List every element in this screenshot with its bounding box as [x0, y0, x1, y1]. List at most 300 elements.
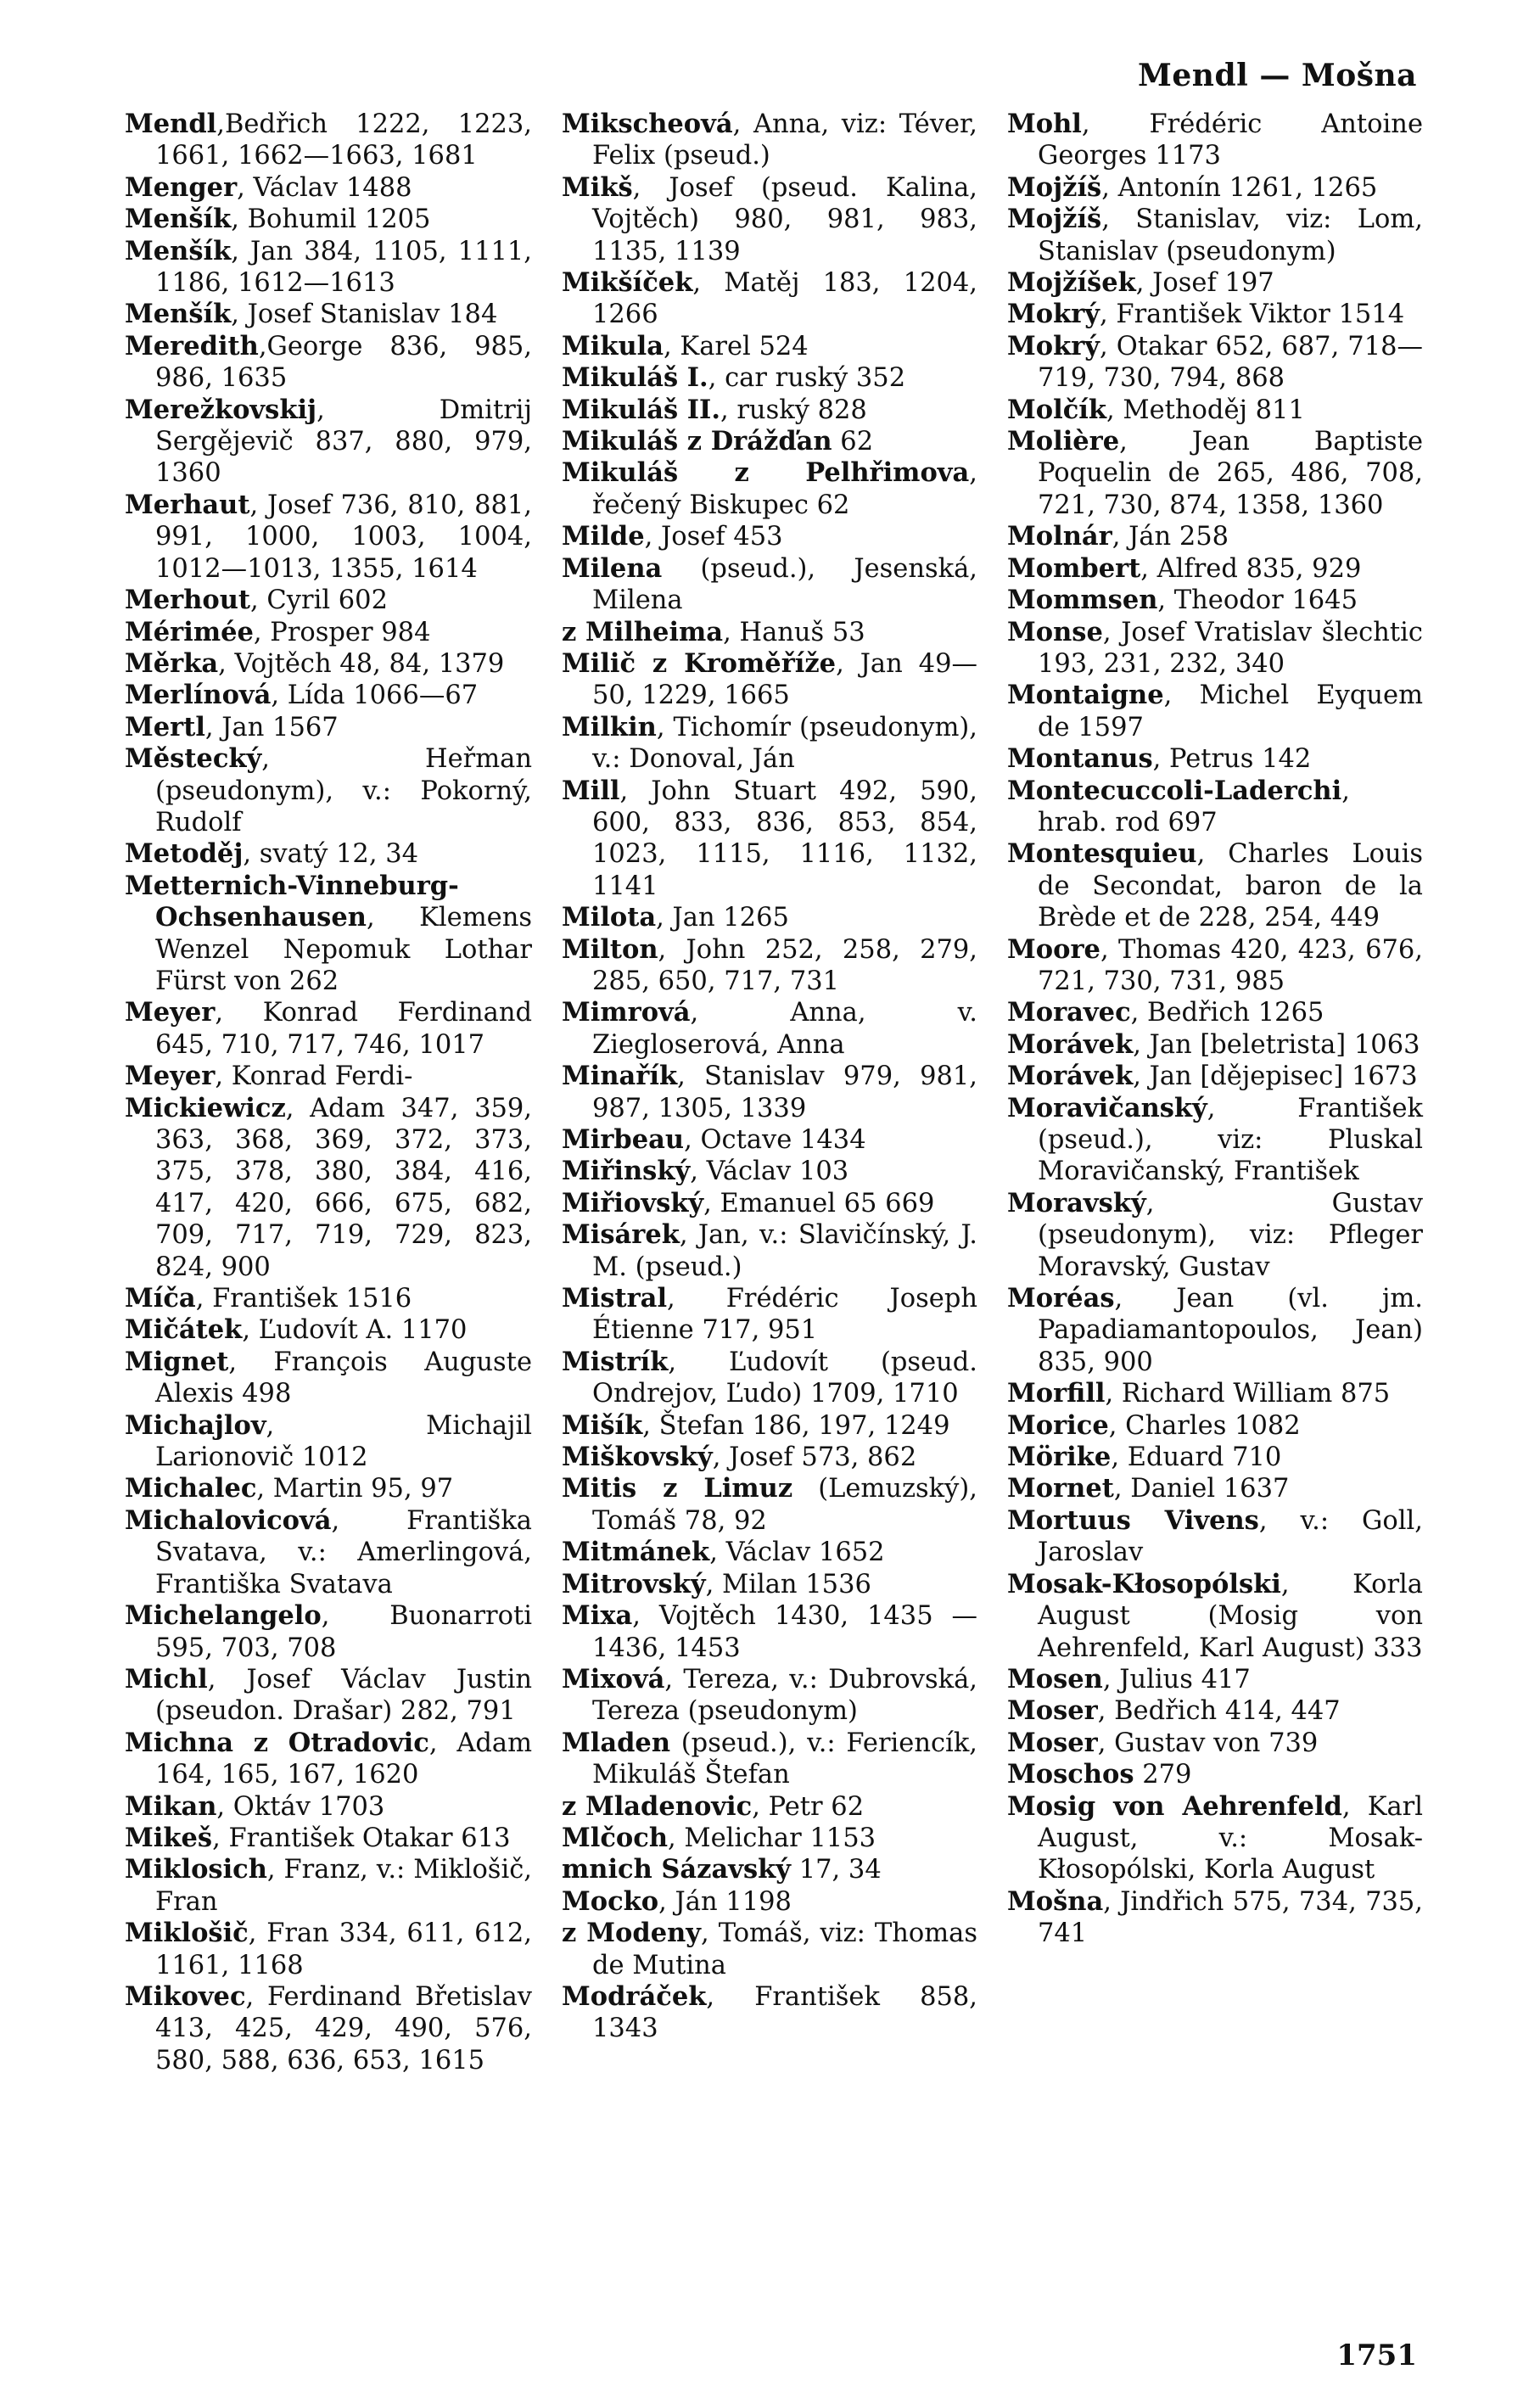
entry-name: Měrka	[125, 647, 219, 679]
entry-name: Mikula	[562, 330, 664, 361]
entry-references: , Josef Stanislav 184	[231, 300, 498, 330]
entry-name: Mixová	[562, 1663, 665, 1694]
index-column-2	[562, 109, 977, 2045]
entry-references: , Stanislav, viz: Lom, Stanislav (pseudonym)	[1038, 204, 1423, 266]
entry-name: Mosig von Aehrenfeld	[1007, 1790, 1342, 1822]
index-entry	[562, 1918, 977, 1981]
index-entry	[562, 1886, 977, 1918]
entry-name: Metternich-Vinneburg-Ochsenhausen	[125, 870, 459, 933]
entry-references: , Ľudovít A. 1170	[242, 1315, 468, 1346]
index-entry	[125, 1854, 532, 1918]
entry-references: , Jean Baptiste Poquelin de 265, 486, 708, 721, 730, 874, 1358, 1360	[1038, 427, 1423, 520]
entry-name: Misárek	[562, 1219, 680, 1251]
entry-name: Mombert	[1007, 552, 1141, 584]
index-entry	[562, 1124, 977, 1156]
entry-references: , Václav 103	[690, 1157, 849, 1187]
entry-references: , Fran 334, 611, 612, 1161, 1168	[155, 1918, 532, 1980]
index-entry	[1007, 1283, 1423, 1378]
entry-name: Montaigne	[1007, 680, 1164, 711]
index-entry	[125, 204, 532, 235]
entry-references: , Josef Vratislav šlechtic 193, 231, 232, 340	[1038, 617, 1423, 679]
entry-name: Molčík	[1007, 394, 1106, 425]
entry-references: , Michajil Larionovič 1012	[155, 1410, 532, 1473]
index-entry	[1007, 172, 1423, 204]
index-entry	[562, 521, 977, 552]
index-entry	[125, 395, 532, 490]
entry-name: Menšík	[125, 235, 232, 266]
entry-references: , Methoděj 811	[1106, 395, 1305, 425]
entry-references: , Adam 347, 359, 363, 368, 369, 372, 373, 375, 378, 380, 384, 416, 417, 420, 666, 675, 682, 709, 717, 719, 729, 823, 824, 900	[155, 1093, 532, 1282]
entry-references: , Martin 95, 97	[256, 1474, 454, 1504]
index-entry	[562, 395, 977, 426]
index-entry	[125, 1473, 532, 1504]
index-entry	[562, 902, 977, 933]
entry-references: , Frédéric Joseph Étienne 717, 951	[592, 1284, 977, 1346]
entry-references: , Jan [beletrista] 1063	[1133, 1029, 1420, 1060]
index-entry	[1007, 1759, 1423, 1790]
entry-references: , Prosper 984	[253, 617, 431, 647]
entry-name: Mosak-Kłosopólski	[1007, 1568, 1281, 1599]
entry-references: , Milan 1536	[705, 1569, 871, 1599]
entry-references: , František Viktor 1514	[1100, 300, 1405, 330]
entry-references: , Hanuš 53	[723, 617, 865, 647]
entry-references: , Františka Svatava, v.: Amerlingová, Františka Svatava	[155, 1505, 532, 1599]
index-entry	[1007, 553, 1423, 585]
entry-name: Morice	[1007, 1409, 1109, 1441]
index-entry	[1007, 299, 1423, 330]
entry-references: , hrab. rod 697	[1038, 776, 1350, 837]
entry-name: Miklošič	[125, 1918, 249, 1949]
index-entry	[1007, 585, 1423, 616]
index-entry	[562, 1791, 977, 1823]
entry-references: , Vojtěch 48, 84, 1379	[218, 648, 505, 679]
entry-name: Mocko	[562, 1885, 659, 1917]
entry-references: , Jindřich 575, 734, 735, 741	[1038, 1886, 1423, 1949]
entry-name: z Mladenovic	[562, 1790, 753, 1822]
entry-references: 279	[1134, 1760, 1192, 1790]
entry-name: Moser	[1007, 1727, 1098, 1758]
entry-references: , Petrus 142	[1152, 744, 1312, 775]
index-entry	[125, 1314, 532, 1346]
entry-name: Mitis z Limuz	[562, 1473, 793, 1504]
entry-name: Menšík	[125, 204, 232, 235]
entry-references: , Jan 49—50, 1229, 1665	[592, 648, 977, 711]
entry-name: Moravský	[1007, 1187, 1146, 1218]
entry-name: Menger	[125, 171, 238, 203]
entry-name: Mistrík	[562, 1346, 669, 1377]
index-entry	[1007, 521, 1423, 552]
entry-name: Mikuláš I.	[562, 362, 708, 394]
entry-references: , Matěj 183, 1204, 1266	[592, 268, 977, 330]
index-entry	[562, 267, 977, 331]
entry-name: Molière	[1007, 426, 1120, 457]
entry-references: , Josef 736, 810, 881, 991, 1000, 1003, 1004, 1012—1013, 1355, 1614	[155, 490, 532, 584]
entry-name: Mojžíš	[1007, 204, 1102, 235]
index-entry	[1007, 426, 1423, 521]
entry-name: Merežkovskij	[125, 394, 317, 425]
entry-references: , Josef 573, 862	[712, 1442, 917, 1473]
entry-name: Moravičanský	[1007, 1092, 1207, 1123]
entry-references: , Adam 164, 165, 167, 1620	[155, 1728, 532, 1790]
index-entry	[125, 712, 532, 743]
index-entry	[562, 1728, 977, 1791]
entry-references: , Emanuel 65 669	[703, 1188, 935, 1218]
index-entry	[562, 997, 977, 1061]
entry-name: Mommsen	[1007, 585, 1158, 616]
entry-references: , Ferdinand Břetislav 413, 425, 429, 490, 576, 580, 588, 636, 653, 1615	[155, 1981, 532, 2075]
entry-name: Michalovicová	[125, 1504, 332, 1536]
entry-name: Mörike	[1007, 1442, 1112, 1473]
entry-name: Meyer	[125, 1061, 216, 1092]
entry-name: Moore	[1007, 933, 1100, 965]
entry-name: Mišík	[562, 1409, 643, 1441]
index-entry	[125, 838, 532, 870]
entry-references: , Stanislav 979, 981, 987, 1305, 1339	[592, 1061, 977, 1123]
index-entry	[125, 1505, 532, 1600]
entry-name: Mohl	[1007, 109, 1082, 139]
entry-references: , Klemens Wenzel Nepomuk Lothar Fürst von 262	[155, 903, 532, 996]
index-entry	[562, 776, 977, 903]
entry-references: , Gustav von 739	[1097, 1728, 1319, 1758]
entry-name: Monse	[1007, 616, 1103, 647]
entry-references: , Cyril 602	[250, 585, 388, 616]
index-entry	[125, 1918, 532, 1981]
entry-name: Morfill	[1007, 1378, 1106, 1409]
entry-references: , Anna, v. Ziegloserová, Anna	[592, 998, 977, 1060]
entry-name: Moschos	[1007, 1759, 1134, 1790]
entry-references: , John 252, 258, 279, 285, 650, 717, 731	[592, 934, 977, 996]
index-entry	[1007, 1473, 1423, 1504]
entry-name: Montanus	[1007, 743, 1153, 775]
entry-references: 62	[832, 427, 874, 457]
index-entry	[562, 648, 977, 712]
index-entry	[125, 617, 532, 648]
entry-name: Mikovec	[125, 1980, 246, 2012]
index-entry	[125, 1600, 532, 1664]
entry-references: , Štefan 186, 197, 1249	[642, 1410, 950, 1441]
index-entry	[562, 109, 977, 172]
entry-references: , Ján 258	[1112, 522, 1229, 552]
entry-name: Mikšíček	[562, 267, 693, 299]
entry-references: , Buonarroti 595, 703, 708	[155, 1601, 532, 1663]
index-entry	[125, 585, 532, 616]
entry-name: Miřiovský	[562, 1187, 704, 1218]
entry-references: , François Auguste Alexis 498	[155, 1347, 532, 1409]
entry-references: , Karl August, v.: Mosak-Kłosopólski, Korla August	[1038, 1791, 1424, 1885]
entry-references: , Octave 1434	[684, 1125, 866, 1155]
entry-name: Mlčoch	[562, 1822, 669, 1853]
entry-references: , Julius 417	[1102, 1664, 1251, 1694]
index-entry	[562, 1410, 977, 1442]
entry-references: ,George 836, 985, 986, 1635	[155, 331, 532, 394]
entry-references: , Karel 524	[664, 331, 809, 361]
entry-references: , Alfred 835, 929	[1140, 553, 1362, 584]
entry-name: Mérimée	[125, 616, 254, 647]
index-entry	[1007, 1728, 1423, 1759]
entry-name: Merlínová	[125, 680, 272, 711]
entry-references: , Dmitrij Sergějevič 837, 880, 979, 1360	[155, 395, 532, 489]
entry-name: Miškovský	[562, 1442, 713, 1473]
index-entry	[562, 934, 977, 998]
entry-references: , Konrad Ferdi-	[215, 1061, 413, 1092]
index-entry	[562, 1600, 977, 1664]
index-entry	[562, 1188, 977, 1219]
index-entry	[1007, 934, 1423, 998]
index-entry	[562, 1156, 977, 1187]
index-column-3	[1007, 109, 1423, 1950]
index-entry	[1007, 997, 1423, 1028]
index-entry	[125, 1823, 532, 1854]
index-entry	[125, 1347, 532, 1410]
entry-references: (pseud.), Jesenská, Milena	[592, 553, 977, 616]
entry-name: Montecuccoli-Laderchi	[1007, 775, 1342, 806]
index-entry	[1007, 776, 1423, 839]
entry-references: , Melichar 1153	[668, 1823, 876, 1853]
entry-references: , svatý 12, 34	[243, 839, 419, 870]
entry-name: Mikscheová	[562, 109, 733, 139]
entry-name: Meredith	[125, 330, 259, 361]
entry-name: Milena	[562, 552, 663, 584]
index-entry	[125, 1283, 532, 1314]
entry-references: , František 1516	[195, 1284, 412, 1314]
entry-references: , Jan 1567	[204, 712, 339, 742]
entry-references: , Tichomír (pseudonym), v.: Donoval, Ján	[592, 712, 977, 775]
entry-name: Michelangelo	[125, 1600, 322, 1632]
index-entry	[1007, 395, 1423, 426]
entry-name: Mikan	[125, 1790, 217, 1822]
index-entry	[1007, 1188, 1423, 1283]
entry-name: Mikuláš II.	[562, 394, 720, 425]
entry-references: , Josef (pseud. Kalina, Vojtěch) 980, 981, 983, 1135, 1139	[592, 172, 977, 266]
entry-name: Míča	[125, 1283, 196, 1314]
index-entry	[562, 1283, 977, 1347]
entry-name: Milota	[562, 902, 657, 933]
index-entry	[125, 236, 532, 300]
entry-references: , Anna, viz: Téver, Felix (pseud.)	[592, 109, 977, 171]
entry-references: , Ľudovít (pseud. Ondrejov, Ľudo) 1709, 1710	[592, 1347, 977, 1409]
entry-name: Mirbeau	[562, 1124, 685, 1155]
entry-name: Milič z Kroměříže	[562, 647, 837, 679]
entry-references: , Antonín 1261, 1265	[1101, 172, 1378, 203]
entry-name: mnich Sázavský	[562, 1854, 792, 1885]
entry-name: Mladen	[562, 1727, 671, 1758]
index-entry	[125, 997, 532, 1061]
entry-name: Metoděj	[125, 838, 244, 870]
entry-references: , v.: Goll, Jaroslav	[1038, 1505, 1423, 1568]
entry-name: Mojžíš	[1007, 171, 1102, 203]
entry-references: , Tomáš, viz: Thomas de Mutina	[592, 1918, 977, 1980]
entry-name: Mignet	[125, 1346, 229, 1377]
index-entry	[1007, 1664, 1423, 1695]
entry-references: , Bedřich 414, 447	[1097, 1696, 1341, 1727]
entry-references: , Václav 1488	[237, 172, 412, 203]
entry-references: , Otakar 652, 687, 718—719, 730, 794, 868	[1038, 331, 1423, 394]
index-entry	[1007, 1505, 1423, 1569]
entry-name: Merhout	[125, 585, 251, 616]
index-entry	[562, 1347, 977, 1410]
entry-references: , Vojtěch 1430, 1435 —1436, 1453	[592, 1601, 977, 1663]
index-entry	[125, 299, 532, 330]
index-entry	[562, 712, 977, 776]
entry-references: , Ján 1198	[658, 1886, 792, 1917]
entry-name: Molnár	[1007, 521, 1112, 552]
index-column-1	[125, 109, 532, 2076]
entry-references: , Charles Louis de Secondat, baron de la Brède et de 228, 254, 449	[1038, 839, 1423, 933]
entry-references: , Korla August (Mosig von Aehrenfeld, Karl August) 333	[1038, 1569, 1423, 1663]
index-entry	[1007, 1378, 1423, 1409]
running-header: Mendl — Mošna	[1138, 58, 1417, 93]
entry-references: , Charles 1082	[1108, 1410, 1301, 1441]
index-entry	[1007, 1886, 1423, 1950]
entry-name: Mikuláš z Drážďan	[562, 426, 832, 457]
entry-references: (pseud.), v.: Feriencík, Mikuláš Štefan	[592, 1728, 977, 1790]
entry-name: Mikuláš z Pelhřimova	[562, 457, 970, 489]
index-entry	[1007, 109, 1423, 172]
index-entry	[125, 1061, 532, 1092]
entry-references: , Michel Eyquem de 1597	[1038, 681, 1423, 742]
index-entry	[125, 871, 532, 998]
entry-name: z Modeny	[562, 1918, 701, 1949]
index-entry	[562, 172, 977, 267]
entry-name: Městecký	[125, 743, 262, 775]
entry-references: , Josef Václav Justin (pseudon. Drašar) 282, 791	[155, 1664, 532, 1727]
index-entry	[562, 1061, 977, 1124]
entry-name: Mistral	[562, 1283, 668, 1314]
entry-references: , Tereza, v.: Dubrovská, Tereza (pseudonym)	[592, 1664, 977, 1727]
entry-name: Miřinský	[562, 1156, 691, 1187]
entry-name: Modráček	[562, 1980, 707, 2012]
index-entry	[1007, 680, 1423, 743]
entry-references: , řečený Biskupec 62	[592, 458, 977, 520]
entry-name: Mendl	[125, 109, 217, 139]
index-entry	[125, 743, 532, 838]
entry-name: Mitmánek	[562, 1537, 710, 1568]
entry-references: , car ruský 352	[708, 363, 906, 394]
index-entry	[1007, 1791, 1423, 1886]
entry-name: Moser	[1007, 1695, 1098, 1727]
index-entry	[1007, 204, 1423, 267]
index-entry	[562, 1473, 977, 1537]
entry-name: Mokrý	[1007, 330, 1100, 361]
entry-references: , Thomas 420, 423, 676, 721, 730, 731, 985	[1038, 934, 1423, 996]
entry-references: , František (pseud.), viz: Pluskal Moravičanský, František	[1038, 1093, 1423, 1187]
entry-name: Mojžíšek	[1007, 267, 1136, 299]
entry-name: Michajlov	[125, 1409, 266, 1441]
entry-name: Morávek	[1007, 1061, 1134, 1092]
entry-name: Mornet	[1007, 1473, 1114, 1504]
index-entry	[125, 172, 532, 204]
entry-name: Mimrová	[562, 997, 691, 1028]
index-entry	[562, 426, 977, 457]
entry-name: Merhaut	[125, 489, 250, 520]
entry-name: Milde	[562, 521, 645, 552]
entry-references: , ruský 828	[720, 395, 867, 425]
index-entry	[125, 109, 532, 172]
entry-name: Mortuus Vivens	[1007, 1504, 1259, 1536]
entry-references: , František Otakar 613	[212, 1823, 511, 1853]
index-entry	[562, 362, 977, 394]
entry-name: Moravec	[1007, 997, 1131, 1028]
index-entry	[562, 1981, 977, 2045]
entry-name: Michl	[125, 1663, 208, 1694]
entry-references: , František 858, 1343	[592, 1981, 977, 2044]
index-entry	[1007, 267, 1423, 299]
index-entry	[125, 1728, 532, 1791]
entry-name: Mitrovský	[562, 1568, 706, 1599]
entry-name: Minařík	[562, 1061, 678, 1092]
index-entry	[125, 331, 532, 395]
index-entry	[1007, 1029, 1423, 1061]
entry-references: , Jan 1265	[656, 903, 789, 933]
page-number: 1751	[1336, 2339, 1417, 2372]
entry-references: , Jan 384, 1105, 1111, 1186, 1612—1613	[155, 236, 532, 299]
index-entry	[1007, 617, 1423, 681]
entry-references: ,Bedřich 1222, 1223, 1661, 1662—1663, 1681	[155, 109, 532, 171]
entry-name: Menšík	[125, 299, 232, 330]
index-entry	[562, 457, 977, 521]
index-entry	[125, 1664, 532, 1728]
entry-name: Mikeš	[125, 1822, 213, 1853]
entry-name: Mickiewicz	[125, 1092, 286, 1123]
entry-name: Meyer	[125, 997, 216, 1028]
index-entry	[562, 331, 977, 362]
entry-references: , Theodor 1645	[1157, 585, 1358, 616]
index-entry	[1007, 743, 1423, 775]
entry-references: , Petr 62	[752, 1791, 865, 1822]
entry-references: 17, 34	[791, 1855, 882, 1885]
entry-name: Mošna	[1007, 1885, 1104, 1917]
entry-references: , Václav 1652	[709, 1538, 885, 1568]
index-entry	[562, 1569, 977, 1600]
entry-references: , Oktáv 1703	[216, 1791, 385, 1822]
index-entry	[125, 648, 532, 680]
index-entry	[562, 553, 977, 617]
index-entry	[1007, 1410, 1423, 1442]
entry-name: Mičátek	[125, 1314, 243, 1346]
entry-name: Mill	[562, 775, 620, 806]
entry-name: Mixa	[562, 1600, 633, 1632]
entry-references: , Bohumil 1205	[231, 204, 431, 235]
index-entry	[1007, 1569, 1423, 1664]
index-entry	[1007, 331, 1423, 395]
entry-references: , Franz, v.: Miklošič, Fran	[155, 1855, 532, 1917]
index-entry	[125, 490, 532, 585]
entry-references: , Josef 453	[644, 522, 783, 552]
entry-name: z Milheima	[562, 616, 724, 647]
index-entry	[125, 1981, 532, 2076]
entry-name: Mikš	[562, 171, 633, 203]
entry-references: , Richard William 875	[1105, 1379, 1391, 1409]
entry-references: (Lemuzský), Tomáš 78, 92	[592, 1474, 977, 1536]
index-entry	[562, 1537, 977, 1568]
index-entry	[562, 1854, 977, 1885]
entry-name: Mokrý	[1007, 299, 1100, 330]
index-entry	[1007, 838, 1423, 933]
entry-references: , Jan, v.: Slavičínský, J. M. (pseud.)	[592, 1220, 977, 1282]
index-entry	[125, 1410, 532, 1474]
index-entry	[562, 1664, 977, 1728]
entry-name: Miklosich	[125, 1854, 267, 1885]
entry-name: Mosen	[1007, 1663, 1103, 1694]
entry-references: , Heřman (pseudonym), v.: Pokorný, Rudolf	[155, 744, 532, 837]
index-entry	[562, 617, 977, 648]
entry-references: , Lída 1066—67	[271, 681, 479, 711]
entry-references: , John Stuart 492, 590, 600, 833, 836, 853, 854, 1023, 1115, 1116, 1132, 1141	[592, 776, 977, 901]
index-entry	[1007, 1093, 1423, 1188]
entry-references: , Jean (vl. jm. Papadiamantopoulos, Jean) 835, 900	[1038, 1284, 1423, 1377]
index-entry	[562, 1219, 977, 1283]
entry-references: , Bedřich 1265	[1130, 998, 1324, 1028]
